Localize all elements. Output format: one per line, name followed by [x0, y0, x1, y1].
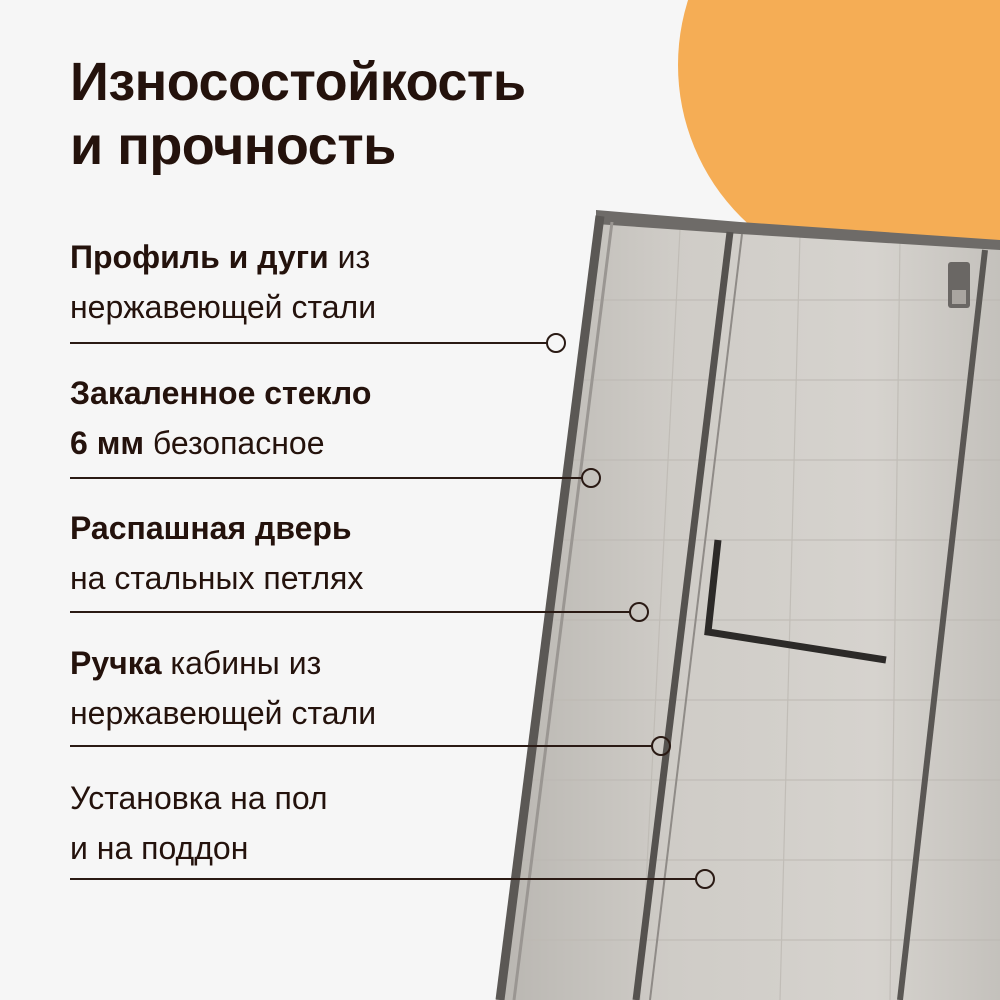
feature-line	[70, 368, 371, 418]
feature-connector-line	[70, 878, 696, 880]
feature-line	[70, 418, 371, 468]
title-line-1: Износостойкость	[70, 52, 526, 112]
feature-marker-dot	[546, 333, 566, 353]
feature-door	[70, 503, 363, 603]
feature-marker-dot	[695, 869, 715, 889]
feature-marker-dot	[629, 602, 649, 622]
feature-line	[70, 503, 363, 553]
feature-line	[70, 553, 363, 603]
feature-text: безопасное	[144, 425, 325, 461]
feature-text: Установка на пол	[70, 780, 328, 816]
feature-bold-text: Закаленное стекло	[70, 375, 372, 411]
feature-bold-text: Профиль и дуги	[70, 239, 329, 275]
title-line-2: и прочность	[70, 116, 396, 176]
feature-bold-text: Распашная дверь	[70, 510, 352, 546]
feature-connector-line	[70, 611, 630, 613]
feature-text: нержавеющей стали	[70, 289, 377, 325]
feature-line	[70, 282, 376, 332]
feature-line	[70, 688, 376, 738]
feature-line	[70, 232, 376, 282]
feature-text: на стальных петлях	[70, 560, 364, 596]
feature-connector-line	[70, 342, 548, 344]
feature-profile	[70, 232, 376, 332]
page-title	[70, 50, 526, 178]
feature-installation	[70, 773, 328, 873]
feature-handle	[70, 638, 376, 738]
feature-marker-dot	[581, 468, 601, 488]
feature-text: из	[328, 239, 371, 275]
feature-text: нержавеющей стали	[70, 695, 377, 731]
feature-line	[70, 773, 328, 823]
feature-text: кабины из	[161, 645, 322, 681]
feature-text: и на поддон	[70, 830, 249, 866]
feature-line	[70, 823, 328, 873]
feature-marker-dot	[651, 736, 671, 756]
feature-line	[70, 638, 376, 688]
feature-glass	[70, 368, 371, 468]
feature-bold-text: Ручка	[70, 645, 162, 681]
feature-connector-line	[70, 477, 582, 479]
feature-bold-text: 6 мм	[70, 425, 145, 461]
feature-connector-line	[70, 745, 652, 747]
